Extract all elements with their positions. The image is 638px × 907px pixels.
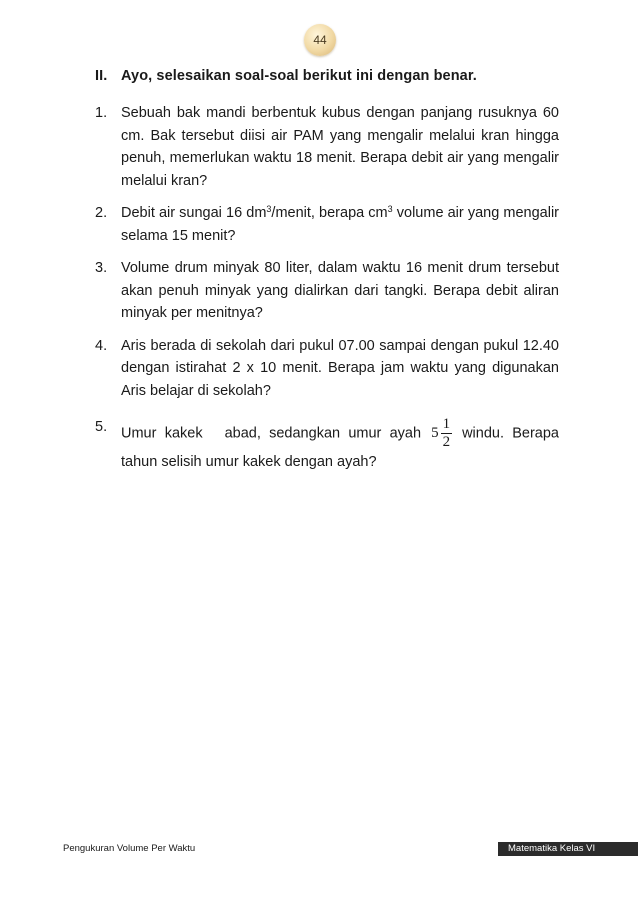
superscript: 3 — [266, 204, 272, 214]
question-text-part: Umur kakek — [121, 425, 203, 442]
question-number: 1. — [95, 105, 108, 121]
question-text: Aris berada di sekolah dari pukul 07.00 sampai dengan pukul 12.40 dengan istirahat 2 x 10 menit. Berapa jam waktu yang digunakan Aris belajar di sekolah? — [121, 337, 559, 399]
question-number: 2. — [95, 205, 108, 221]
superscript: 3 — [387, 204, 393, 214]
mixed-fraction — [431, 416, 452, 451]
section-heading — [95, 68, 477, 84]
question-text: Volume drum minyak 80 liter, dalam waktu 16 menit drum tersebut akan penuh minyak yang dialirkan dari tangki. Berapa debit aliran minyak per menitnya? — [121, 260, 559, 321]
question-text-part: /menit, berapa cm — [271, 205, 388, 221]
fraction — [441, 416, 453, 451]
question-number: 4. — [95, 337, 108, 354]
question-text: Sebuah bak mandi berbentuk kubus dengan panjang rusuknya 60 cm. Bak tersebut diisi air PAM yang mengalir melalui kran hingga penuh, memerlukan waktu 18 menit. Berapa debit air yang mengalir melalui kran? — [121, 105, 559, 189]
fraction-denominator: 2 — [442, 434, 451, 450]
question-number: 5. — [95, 419, 108, 435]
footer-book-title: Matematika Kelas VI — [498, 842, 638, 856]
section-title-text: Ayo, selesaikan soal-soal berikut ini dengan benar. — [121, 68, 477, 84]
question-text-part: abad, sedangkan umur ayah — [224, 425, 422, 442]
question-4 — [95, 335, 559, 403]
footer-chapter-title: Pengukuran Volume Per Waktu — [63, 843, 196, 854]
question-text-part: windu. Berapa tahun selisih umur kakek dengan ayah? — [121, 425, 559, 470]
question-1 — [95, 102, 559, 192]
fraction-whole: 5 — [431, 425, 439, 442]
question-2 — [95, 202, 559, 247]
question-text-part: volume air yang mengalir selama 15 menit? — [121, 205, 559, 244]
question-5 — [95, 416, 559, 474]
question-number: 3. — [95, 260, 108, 276]
question-3 — [95, 257, 559, 325]
fraction-numerator: 1 — [442, 416, 451, 432]
page-number: 44 — [313, 33, 327, 47]
question-list — [95, 102, 559, 484]
page-number-badge — [304, 24, 336, 56]
question-text-part: Debit air sungai 16 dm — [121, 205, 267, 221]
section-numeral: II. — [95, 68, 108, 84]
